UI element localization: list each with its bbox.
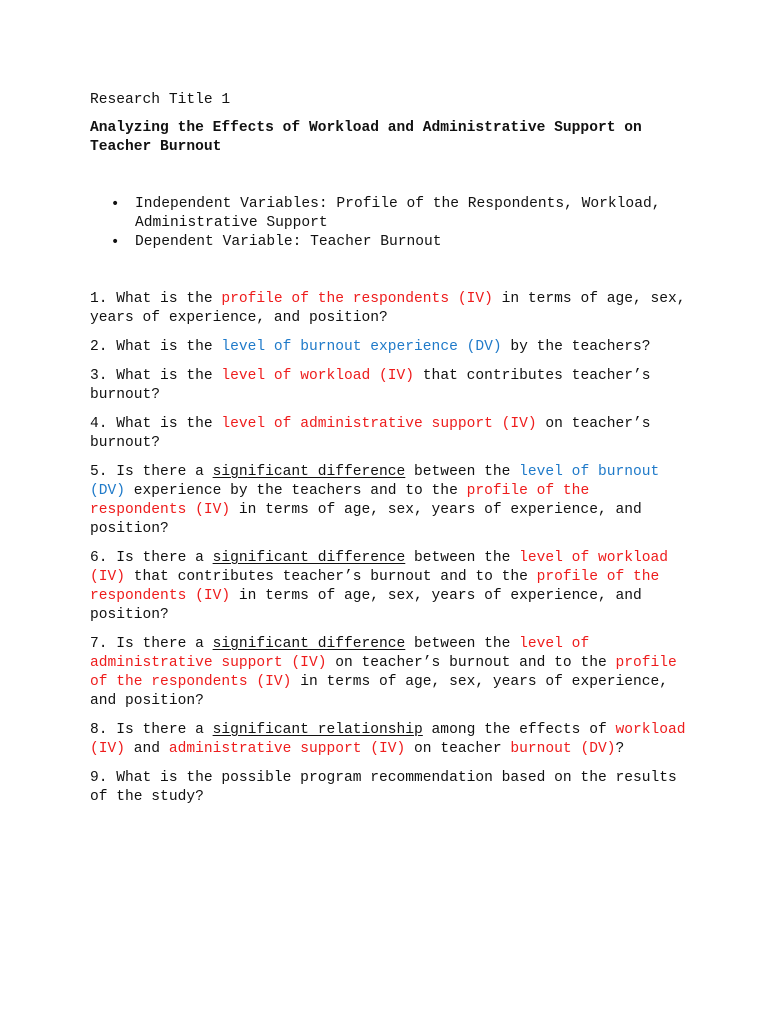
bullet-icon: • (111, 196, 120, 212)
question-text: in terms of age, sex, years of experience, and position? (90, 502, 642, 537)
question-text: in terms of age, sex, years of experience, and position? (90, 674, 669, 709)
underlined-term: significant difference (212, 550, 406, 566)
question-text: 6. Is there a (90, 550, 213, 566)
question-text: 2. What is the (90, 339, 222, 355)
question-text: in terms of age, sex, years of experience, and position? (90, 291, 686, 326)
question-text: 9. What is the possible program recommendation based on the results of the study? (90, 770, 677, 805)
question-9 (90, 769, 690, 807)
dependent-variable-highlight: level of burnout (DV) (90, 464, 660, 499)
independent-variable-highlight: level of workload (IV) (90, 550, 669, 585)
research-title: Analyzing the Effects of Workload and Administrative Support on Teacher Burnout (90, 120, 642, 155)
variables-list (90, 195, 690, 252)
question-text: that contributes teacher’s burnout and to the (125, 569, 537, 585)
question-text: on teacher (405, 741, 511, 757)
question-text: between the (405, 464, 520, 480)
independent-variable-highlight: profile of the respondents (IV) (90, 655, 677, 690)
underlined-term: significant relationship (212, 722, 423, 738)
research-label: Research Title 1 (90, 92, 231, 108)
question-2 (90, 338, 690, 357)
question-text: and (125, 741, 169, 757)
question-text: 3. What is the (90, 368, 222, 384)
dependent-variable-text: Dependent Variable: Teacher Burnout (135, 234, 442, 250)
independent-variable-highlight: level of administrative support (IV) (221, 416, 537, 432)
independent-variable-highlight: level of workload (IV) (221, 368, 415, 384)
question-7 (90, 635, 690, 711)
independent-variable-highlight: profile of the respondents (IV) (90, 483, 590, 518)
question-text: 4. What is the (90, 416, 222, 432)
underlined-term: significant difference (212, 636, 406, 652)
question-text: that contributes teacher’s burnout? (90, 368, 651, 403)
question-text: 1. What is the (90, 291, 222, 307)
independent-variable-highlight: burnout (DV) (510, 741, 616, 757)
question-text: between the (405, 550, 520, 566)
independent-variable-highlight: workload (IV) (90, 722, 686, 757)
dependent-variable-highlight: level of burnout experience (DV) (221, 339, 502, 355)
question-text: among the effects of (422, 722, 616, 738)
question-text: 8. Is there a (90, 722, 213, 738)
question-8 (90, 721, 690, 759)
question-text: between the (405, 636, 520, 652)
document-body (90, 91, 690, 817)
question-text: by the teachers? (501, 339, 651, 355)
research-questions (90, 290, 690, 807)
underlined-term: significant difference (212, 464, 406, 480)
question-3 (90, 367, 690, 405)
question-text: on teacher’s burnout and to the (326, 655, 616, 671)
question-text: 7. Is there a (90, 636, 213, 652)
question-5 (90, 463, 690, 539)
list-item-dependent-variable (111, 233, 690, 252)
question-6 (90, 549, 690, 625)
bullet-icon: • (111, 234, 120, 250)
question-text: 5. Is there a (90, 464, 213, 480)
independent-variable-highlight: profile of the respondents (IV) (90, 569, 660, 604)
question-1 (90, 290, 690, 328)
question-text: ? (615, 741, 625, 757)
independent-variable-highlight: level of administrative support (IV) (90, 636, 590, 671)
independent-variable-highlight: profile of the respondents (IV) (221, 291, 493, 307)
list-item-independent-variables (111, 195, 690, 233)
independent-variable-highlight: administrative support (IV) (168, 741, 406, 757)
independent-variables-text: Independent Variables: Profile of the Respondents, Workload, Administrative Support (135, 196, 661, 231)
question-text: in terms of age, sex, years of experience, and position? (90, 588, 642, 623)
question-4 (90, 415, 690, 453)
question-text: experience by the teachers and to the (125, 483, 467, 499)
question-text: on teacher’s burnout? (90, 416, 651, 451)
